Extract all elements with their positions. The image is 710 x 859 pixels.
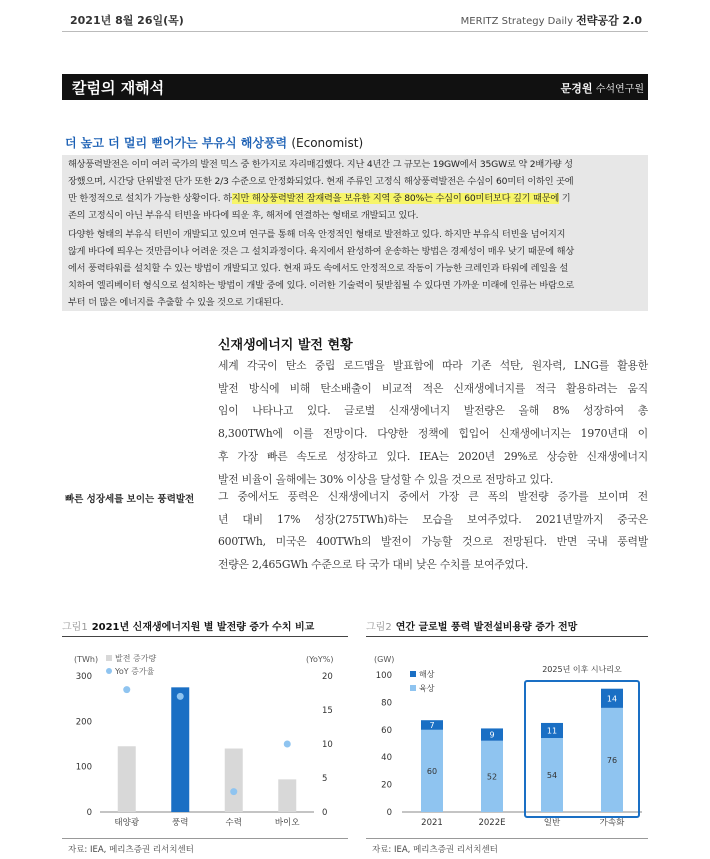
legend-label: 해상 xyxy=(419,670,435,679)
body-line: 8,300TWh에 이를 전망이다. 다양한 정책에 힙입어 신재생에너지는 1970년대 이 xyxy=(218,427,648,441)
scatter-point xyxy=(230,788,237,795)
figure1-label: 그림1 xyxy=(62,622,88,633)
scatter-point xyxy=(284,741,291,748)
side-label: 빠른 성장세를 보이는 풍력발전 xyxy=(65,494,195,505)
y-tick-right: 0 xyxy=(322,808,328,818)
y-tick: 60 xyxy=(381,725,392,736)
scatter-point xyxy=(123,686,130,693)
data-label: 76 xyxy=(606,755,618,765)
data-label: 54 xyxy=(546,771,558,781)
body-line: 발전 방식에 비해 탄소배출이 비교적 적은 신재생에너지를 적극 활용하려는 움직 xyxy=(218,381,648,395)
y-tick: 80 xyxy=(381,698,392,709)
x-tick: 가속화 xyxy=(599,818,625,828)
summary-text: 기 xyxy=(559,193,571,204)
article-source: (Economist) xyxy=(291,136,364,150)
x-tick: 바이오 xyxy=(274,818,300,828)
body-line: 발전 비율이 올해에는 30% 이상을 달성할 수 있을 것으로 전망하고 있다. xyxy=(218,472,554,486)
body-line: 전량은 2,465GWh 수준으로 타 국가 대비 낮은 수치를 보여주었다. xyxy=(218,558,529,572)
body-line: 세계 각국이 탄소 중립 로드맵을 발표함에 따라 기존 석탄, 원자력, LNG를 활용한 xyxy=(218,359,648,372)
legend-swatch-dot xyxy=(106,668,112,674)
legend-swatch-onshore xyxy=(410,685,416,691)
legend-swatch-bar xyxy=(106,655,112,661)
publication-header xyxy=(461,12,642,28)
summary-line: 에서 풍력타워를 설치할 수 있는 방법이 개발되고 있다. 현재 파도 속에서도 안정적으로 작동이 가능한 크레인과 타워에 레일을 설 xyxy=(68,263,569,274)
figure1-rule xyxy=(62,636,348,637)
article-headline: 더 높고 더 멀리 뻗어가는 부유식 해상풍력 xyxy=(65,136,288,150)
data-label: 7 xyxy=(429,721,435,731)
y-tick-left: 0 xyxy=(86,808,92,818)
legend-label: 발전 증가량 xyxy=(115,654,157,663)
data-label: 14 xyxy=(606,694,618,704)
bar xyxy=(118,746,136,812)
figure2-rule-bottom xyxy=(366,838,648,839)
summary-text: 만 한정적으로 설치가 가능한 상황이다. 하 xyxy=(68,193,232,204)
data-label: 60 xyxy=(426,766,438,776)
figure2-chart xyxy=(366,640,650,840)
body-line: 년 대비 17% 성장(275TWh)하는 모습을 보여주었다. 2021년말까지 중국은 xyxy=(218,512,648,526)
figure2-rule xyxy=(366,636,648,637)
y-axis-label-right: (YoY%) xyxy=(306,655,334,664)
y-tick-right: 15 xyxy=(322,706,333,716)
legend-swatch-offshore xyxy=(410,671,416,677)
x-tick: 풍력 xyxy=(172,818,189,828)
body-line: 그 중에서도 풍력은 신재생에너지 중에서 가장 큰 폭의 발전량 증가를 보이며 전 xyxy=(218,490,648,503)
author-title: 수석연구원 xyxy=(595,84,644,95)
y-tick-right: 5 xyxy=(322,774,328,784)
y-tick: 100 xyxy=(375,671,392,681)
data-label: 11 xyxy=(546,726,558,736)
y-tick-left: 100 xyxy=(75,762,92,773)
body-line: 600TWh, 미국은 400TWh의 발전이 가능할 것으로 전망된다. 반면 국내 풍력발 xyxy=(218,535,648,549)
publication-name: MERITZ Strategy Daily xyxy=(460,16,573,27)
legend-label: YoY 증가율 xyxy=(115,667,155,676)
y-tick: 40 xyxy=(381,753,392,764)
article-title xyxy=(65,134,363,151)
x-tick: 일반 xyxy=(543,818,561,828)
body-line: 후 가장 빠른 속도로 성장하고 있다. IEA는 2020년 29%로 상승한 신재생에너지 xyxy=(218,449,648,463)
data-label: 52 xyxy=(486,772,498,782)
report-date: 2021년 8월 26일(목) xyxy=(70,14,184,27)
summary-line: 해상풍력발전은 이미 여러 국가의 발전 믹스 중 한가지로 자리매김했다. 지난 4년간 그 규모는 19GW에서 35GW로 약 2배가량 성 xyxy=(68,159,573,170)
bar xyxy=(278,779,296,812)
author xyxy=(561,80,644,96)
figure1-title xyxy=(62,618,314,633)
x-tick: 태양광 xyxy=(114,818,140,828)
summary-line: 않게 바다에 띄우는 것만큼이나 어려운 것은 그 설치과정이다. 육지에서 완성하여 운송하는 방법은 경제성이 매우 낮기 때문에 해상 xyxy=(68,246,575,257)
summary-line: 치하여 엘리베이터 형식으로 설치하는 방법이 개발 중에 있다. 이러한 기술력이 뒷받침될 수 있다면 가까운 미래에 인류는 바람으로 xyxy=(68,280,575,291)
banner-title: 칼럼의 재해석 xyxy=(72,79,165,97)
y-axis-label: (GW) xyxy=(374,655,395,664)
y-axis-label-left: (TWh) xyxy=(74,655,99,664)
y-tick-right: 10 xyxy=(322,740,333,750)
summary-line: 다양한 형태의 부유식 터빈이 개발되고 있으며 연구를 통해 더욱 안정적인 형태로 발전하고 있다. 하지만 부유식 터빈을 넘어지지 xyxy=(68,229,566,240)
figure2-source: 자료: IEA, 메리츠증권 리서치센터 xyxy=(372,845,498,855)
y-tick: 20 xyxy=(381,780,392,791)
figure2-label: 그림2 xyxy=(366,622,392,633)
publication-section: 전략공감 2.0 xyxy=(576,14,642,27)
x-tick: 2021 xyxy=(421,818,443,828)
x-tick: 2022E xyxy=(478,818,506,828)
summary-highlight: 지만 해상풍력발전 잠재력을 보유한 지역 중 80%는 수심이 60미터보다 깊기 때문에 xyxy=(231,193,560,204)
figure1-title-text: 2021년 신재생에너지원 별 발전량 증가 수치 비교 xyxy=(91,622,315,633)
summary-line: 존의 고정식이 아닌 부유식 터빈을 바다에 띄운 후, 해저에 연결하는 형태로 개발되고 있다. xyxy=(68,210,419,221)
figure2-title xyxy=(366,618,577,633)
figure1-chart xyxy=(62,640,352,840)
y-tick: 0 xyxy=(386,808,392,818)
figure1-rule-bottom xyxy=(62,838,348,839)
section-title: 신재생에너지 발전 현황 xyxy=(218,338,353,353)
legend-label: 육상 xyxy=(419,684,435,693)
figure2-title-text: 연간 글로벌 풍력 발전설비용량 증가 전망 xyxy=(395,622,578,633)
summary-line: 장했으며, 시간당 단위발전 단가 또한 2/3 수준으로 안정화되었다. 현재 주류인 고정식 해상풍력발전은 수심이 60미터 이하인 곳에 xyxy=(68,176,574,187)
x-tick: 수력 xyxy=(225,818,242,828)
header-divider xyxy=(62,31,648,32)
figure1-source: 자료: IEA, 메리츠증권 리서치센터 xyxy=(68,845,194,855)
scenario-label: 2025년 이후 시나리오 xyxy=(542,665,622,674)
scatter-point xyxy=(177,693,184,700)
summary-line: 부터 더 많은 에너지를 추출할 수 있을 것으로 기대된다. xyxy=(68,297,284,308)
y-tick-left: 300 xyxy=(75,672,92,682)
y-tick-left: 200 xyxy=(75,717,92,728)
author-name: 문경원 xyxy=(560,82,593,95)
y-tick-right: 20 xyxy=(322,672,333,682)
body-line: 임이 나타나고 있다. 글로벌 신재생에너지 발전량은 올해 8% 성장하여 총 xyxy=(218,404,648,418)
bar xyxy=(171,687,189,812)
data-label: 9 xyxy=(489,730,495,740)
bar xyxy=(225,749,243,812)
summary-line xyxy=(68,190,642,207)
